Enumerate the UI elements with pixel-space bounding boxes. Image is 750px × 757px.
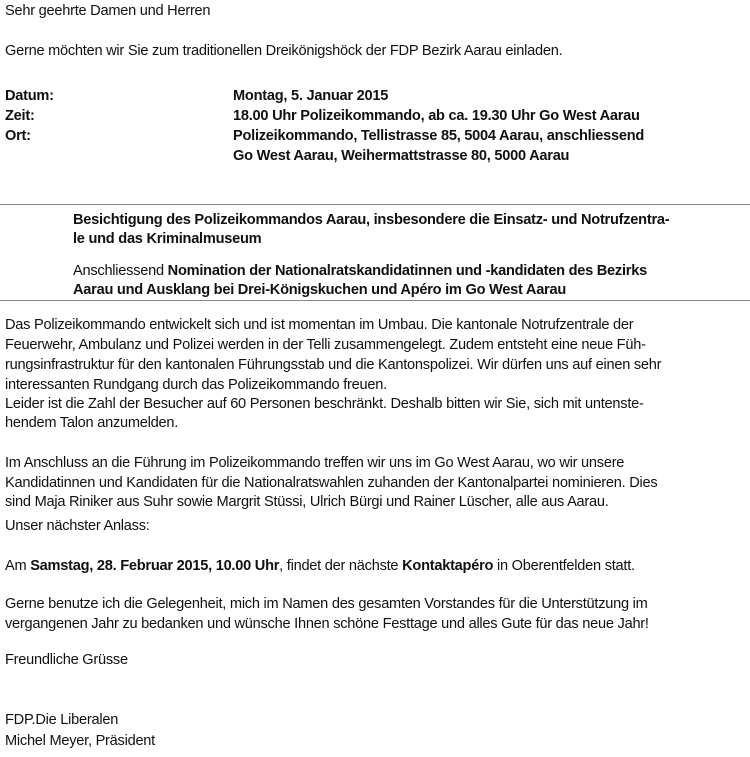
thanks-line: Gerne benutze ich die Gelegenheit, mich im Namen des gesamten Vorstandes für die Unterstützung im bbox=[5, 596, 648, 612]
program-item1-line2: le und das Kriminalmuseum bbox=[73, 231, 262, 247]
para1-line: Leider ist die Zahl der Besucher auf 60 Personen beschränkt. Deshalb bitten wir Sie, sich mit untenste- bbox=[5, 396, 644, 412]
place-value-line2: Go West Aarau, Weihermattstrasse 80, 5000 Aarau bbox=[233, 148, 570, 164]
signature-organization: FDP.Die Liberalen bbox=[5, 712, 119, 728]
place-value-line1: Polizeikommando, Tellistrasse 85, 5004 Aarau, anschliessend bbox=[233, 128, 645, 144]
program-item2-prefix: Anschliessend bbox=[73, 263, 168, 279]
para2-line: Im Anschluss an die Führung im Polizeikommando treffen wir uns im Go West Aarau, wo wir unsere bbox=[5, 455, 625, 471]
para1-line: interessanten Rundgang durch das Polizeikommando freuen. bbox=[5, 377, 387, 393]
program-item2-bold-line2: Aarau und Ausklang bei Drei-Königskuchen und Apéro im Go West Aarau bbox=[73, 282, 567, 298]
program-item2-bold-line1: Nomination der Nationalratskandidatinnen und -kandidaten des Bezirks bbox=[167, 263, 647, 279]
date-label: Datum: bbox=[5, 88, 54, 104]
next-event-date: Samstag, 28. Februar 2015, 10.00 Uhr bbox=[30, 558, 280, 574]
place-label: Ort: bbox=[5, 128, 31, 144]
closing: Freundliche Grüsse bbox=[5, 652, 128, 668]
greeting: Sehr geehrte Damen und Herren bbox=[5, 3, 211, 19]
time-value: 18.00 Uhr Polizeikommando, ab ca. 19.30 Uhr Go West Aarau bbox=[233, 108, 640, 124]
next-event-prefix: Am bbox=[5, 558, 31, 574]
program-item1-line1: Besichtigung des Polizeikommandos Aarau, insbesondere die Einsatz- und Notrufzentra- bbox=[73, 212, 670, 228]
top-divider bbox=[0, 204, 750, 205]
program-item2-line1 bbox=[73, 263, 647, 279]
thanks-line: vergangenen Jahr zu bedanken und wünsche Ihnen schöne Festtage und alles Gute für das neue Jahr! bbox=[5, 616, 649, 632]
para1-line: Das Polizeikommando entwickelt sich und ist momentan im Umbau. Die kantonale Notrufzentrale der bbox=[5, 317, 634, 333]
para2-line: sind Maja Riniker aus Suhr sowie Margrit Stüssi, Ulrich Bürgi und Rainer Lüscher, alle aus Aarau. bbox=[5, 494, 609, 510]
para1-line: Feuerwehr, Ambulanz und Polizei werden in der Telli zusammengelegt. Zudem entsteht eine neue Füh- bbox=[5, 337, 646, 353]
date-value: Montag, 5. Januar 2015 bbox=[233, 88, 389, 104]
next-event-name: Kontaktapéro bbox=[402, 558, 494, 574]
para2-line: Kandidatinnen und Kandidaten für die Nationalratswahlen zuhanden der Kantonalpartei nominieren. Dies bbox=[5, 475, 658, 491]
next-event-middle: , findet der nächste bbox=[279, 558, 403, 574]
signature-name: Michel Meyer, Präsident bbox=[5, 733, 155, 749]
next-event-line bbox=[5, 558, 635, 574]
next-event-suffix: in Oberentfelden statt. bbox=[493, 558, 635, 574]
bottom-divider bbox=[0, 300, 750, 301]
next-event-heading: Unser nächster Anlass: bbox=[5, 518, 150, 534]
intro-text: Gerne möchten wir Sie zum traditionellen Dreikönigshöck der FDP Bezirk Aarau einladen. bbox=[5, 43, 563, 59]
para1-line: rungsinfrastruktur für den kantonalen Führungsstab und die Kantonspolizei. Wir dürfen uns auf einen sehr bbox=[5, 357, 662, 373]
time-label: Zeit: bbox=[5, 108, 35, 124]
para1-line: hendem Talon anzumelden. bbox=[5, 415, 179, 431]
